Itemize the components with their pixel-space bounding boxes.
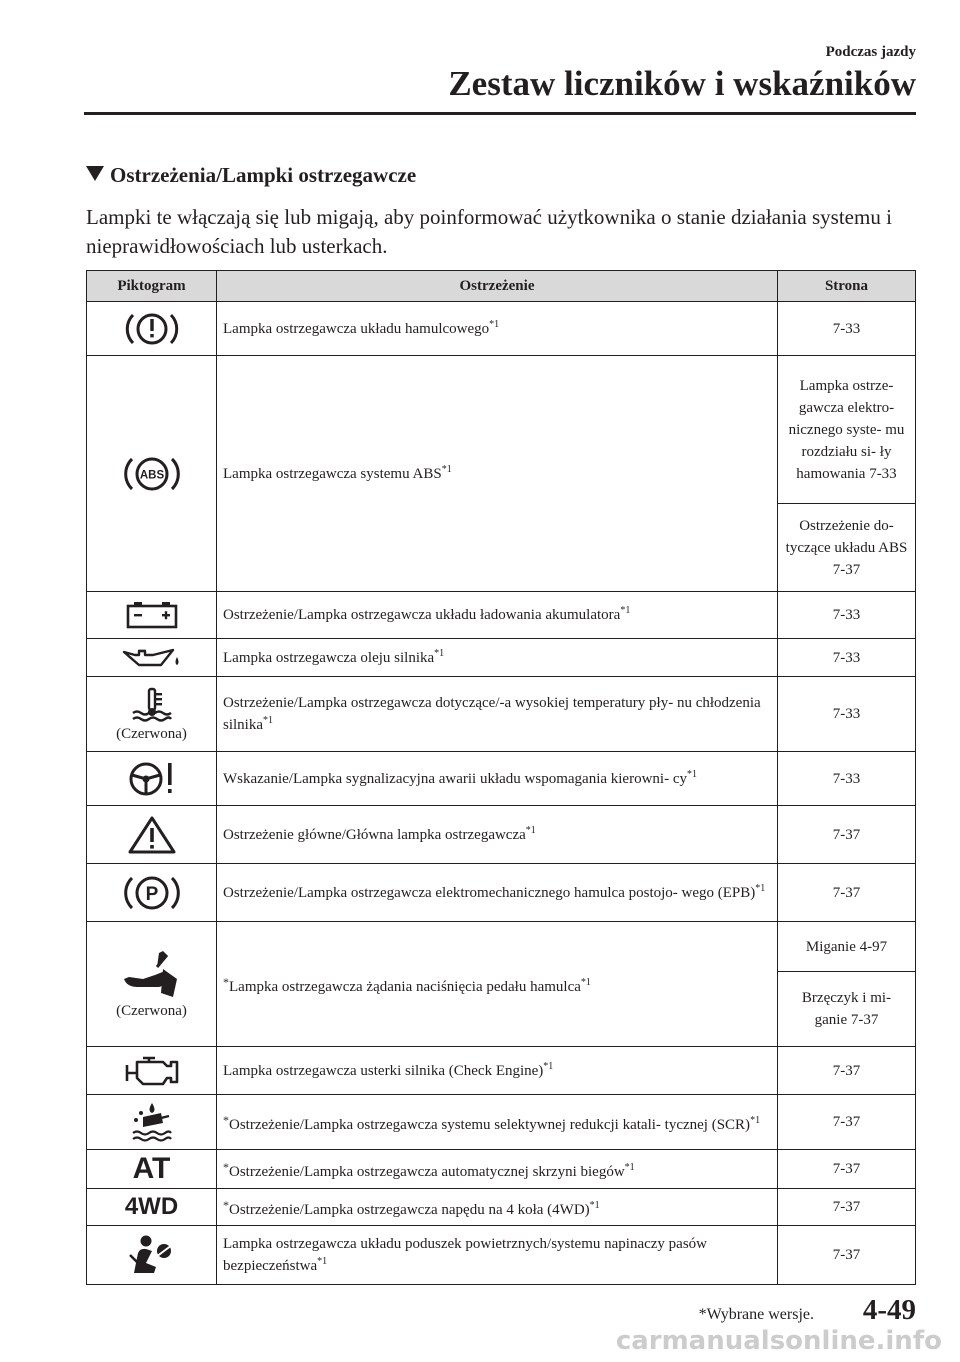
parking-brake-icon [122, 872, 182, 914]
page-title: Zestaw liczników i wskaźników [448, 64, 916, 103]
page-cell: 7-33 [778, 592, 916, 639]
4wd-icon: 4WD [124, 1193, 179, 1220]
color-note: (Czerwona) [116, 725, 187, 742]
page-cell: 7-37 [778, 1095, 916, 1150]
warning-cell: Ostrzeżenie/Lampka ostrzegawcza układu ładowania akumulatora$^{*1}$ [217, 592, 778, 639]
pictogram-cell [87, 1047, 217, 1095]
pictogram-cell [87, 592, 217, 639]
check-engine-icon [123, 1053, 181, 1089]
page-cell: 7-37 [778, 806, 916, 864]
warning-cell: *Ostrzeżenie/Lampka ostrzegawcza napędu na 4 koła $(4WD)^{*1}$ [217, 1189, 778, 1226]
pictogram-cell [87, 1226, 217, 1285]
page-cell: 7-37 [778, 1226, 916, 1285]
pictogram-cell [87, 1095, 217, 1150]
section-title-text: Ostrzeżenia/Lampki ostrzegawcze [110, 163, 417, 187]
page-cell: 7-37 [778, 864, 916, 922]
table-row [87, 864, 916, 922]
brake-pedal-icon [119, 949, 185, 1001]
table-header-row [87, 271, 916, 302]
table-row [87, 1226, 916, 1285]
oil-can-icon [121, 645, 183, 671]
pictogram-cell [87, 1150, 217, 1189]
table-row [87, 592, 916, 639]
pictogram-cell [87, 639, 217, 677]
col-header-warning: Ostrzeżenie [217, 271, 778, 302]
warning-lights-table [86, 270, 916, 1285]
pictogram-cell [87, 302, 217, 356]
warning-cell: *Ostrzeżenie/Lampka ostrzegawcza automatycznej skrzyni biegów$^{*1}$ [217, 1150, 778, 1189]
table-row [87, 677, 916, 752]
color-note: (Czerwona) [116, 1002, 187, 1019]
header-section: Podczas jazdy [825, 44, 916, 60]
col-header-page: Strona [778, 271, 916, 302]
page-cell: 7-33 [778, 752, 916, 806]
table-row [87, 639, 916, 677]
pictogram-cell [87, 864, 217, 922]
page-cell: 7-37 [778, 1189, 916, 1226]
page-cell: 7-33 [778, 302, 916, 356]
table-row [87, 922, 916, 972]
warning-cell: Lampka ostrzegawcza układu poduszek powietrznych/systemu napinaczy pasów bezpieczeństwa$^{*1}$ [217, 1226, 778, 1285]
pictogram-cell [87, 356, 217, 592]
warning-cell: Lampka ostrzegawcza oleju silnika$^{*1}$ [217, 639, 778, 677]
footer-note: *Wybrane wersje. [698, 1306, 814, 1323]
table-row [87, 806, 916, 864]
table-row [87, 356, 916, 504]
pictogram-cell [87, 752, 217, 806]
master-warning-triangle-icon [127, 815, 177, 855]
coolant-temperature-icon [127, 686, 177, 724]
page-cell: 7-33 [778, 677, 916, 752]
pictogram-cell [87, 677, 217, 752]
page-cell: Miganie 4-97 [778, 922, 916, 972]
pictogram-cell [87, 922, 217, 1047]
section-title [86, 163, 416, 188]
col-header-pictogram: Piktogram [87, 271, 217, 302]
page-number: 4-49 [862, 1294, 916, 1326]
at-icon: AT [132, 1152, 171, 1185]
svg-text:ABS: ABS [139, 469, 164, 481]
page-cell: 7-33 [778, 639, 916, 677]
table-row [87, 302, 916, 356]
table-row [87, 1150, 916, 1189]
abs-warning-icon [122, 453, 182, 495]
battery-icon [125, 600, 179, 630]
warning-cell: Lampka ostrzegawcza systemu ABS$^{*1}$ [217, 356, 778, 592]
warning-cell: Ostrzeżenie/Lampka ostrzegawcza dotyczące/-a wysokiej temperatury pły- nu chłodzenia silnika$^{*1}$ [217, 677, 778, 752]
brake-system-warning-icon [124, 310, 180, 348]
warning-cell: Lampka ostrzegawcza układu hamulcowego$^{*1}$ [217, 302, 778, 356]
page-cell: Lampka ostrze- gawcza elektro- nicznego syste- mu rozdziału si- ły hamowania 7-33 [778, 356, 916, 504]
watermark: carmanualsonline.info [615, 1326, 942, 1356]
table-row [87, 1095, 916, 1150]
page-cell: Ostrzeżenie do- tyczące układu ABS 7-37 [778, 504, 916, 592]
pictogram-cell [87, 1189, 217, 1226]
warning-cell: *Ostrzeżenie/Lampka ostrzegawcza systemu selektywnej redukcji katali- tycznej (SCR)$^{*1}$ [217, 1095, 778, 1150]
warning-cell: Ostrzeżenie główne/Główna lampka ostrzegawcza$^{*1}$ [217, 806, 778, 864]
table-row [87, 1047, 916, 1095]
table-row [87, 1189, 916, 1226]
steering-wheel-warning-icon [122, 759, 182, 799]
airbag-seatbelt-icon [124, 1233, 180, 1277]
warning-cell: *Lampka ostrzegawcza żądania naciśnięcia pedału hamulca$^{*1}$ [217, 922, 778, 1047]
header-divider [84, 112, 916, 115]
svg-text:P: P [145, 883, 158, 905]
warning-cell: Wskazanie/Lampka sygnalizacyjna awarii układu wspomagania kierowni- $cy^{*1}$ [217, 752, 778, 806]
warning-cell: Lampka ostrzegawcza usterki silnika (Check Engine)$^{*1}$ [217, 1047, 778, 1095]
page-cell: Brzęczyk i mi- ganie 7-37 [778, 972, 916, 1047]
triangle-bullet-icon [86, 166, 104, 181]
page-cell: 7-37 [778, 1047, 916, 1095]
warning-cell: Ostrzeżenie/Lampka ostrzegawcza elektromechanicznego hamulca postojo- wego (EPB)$^{*1}$ [217, 864, 778, 922]
table-row [87, 752, 916, 806]
scr-system-icon [127, 1101, 177, 1143]
page-cell: 7-37 [778, 1150, 916, 1189]
pictogram-cell [87, 806, 217, 864]
intro-paragraph: Lampki te włączają się lub migają, aby poinformować użytkownika o stanie działania systemu i nieprawidłowościach lub usterkach. [86, 205, 892, 258]
